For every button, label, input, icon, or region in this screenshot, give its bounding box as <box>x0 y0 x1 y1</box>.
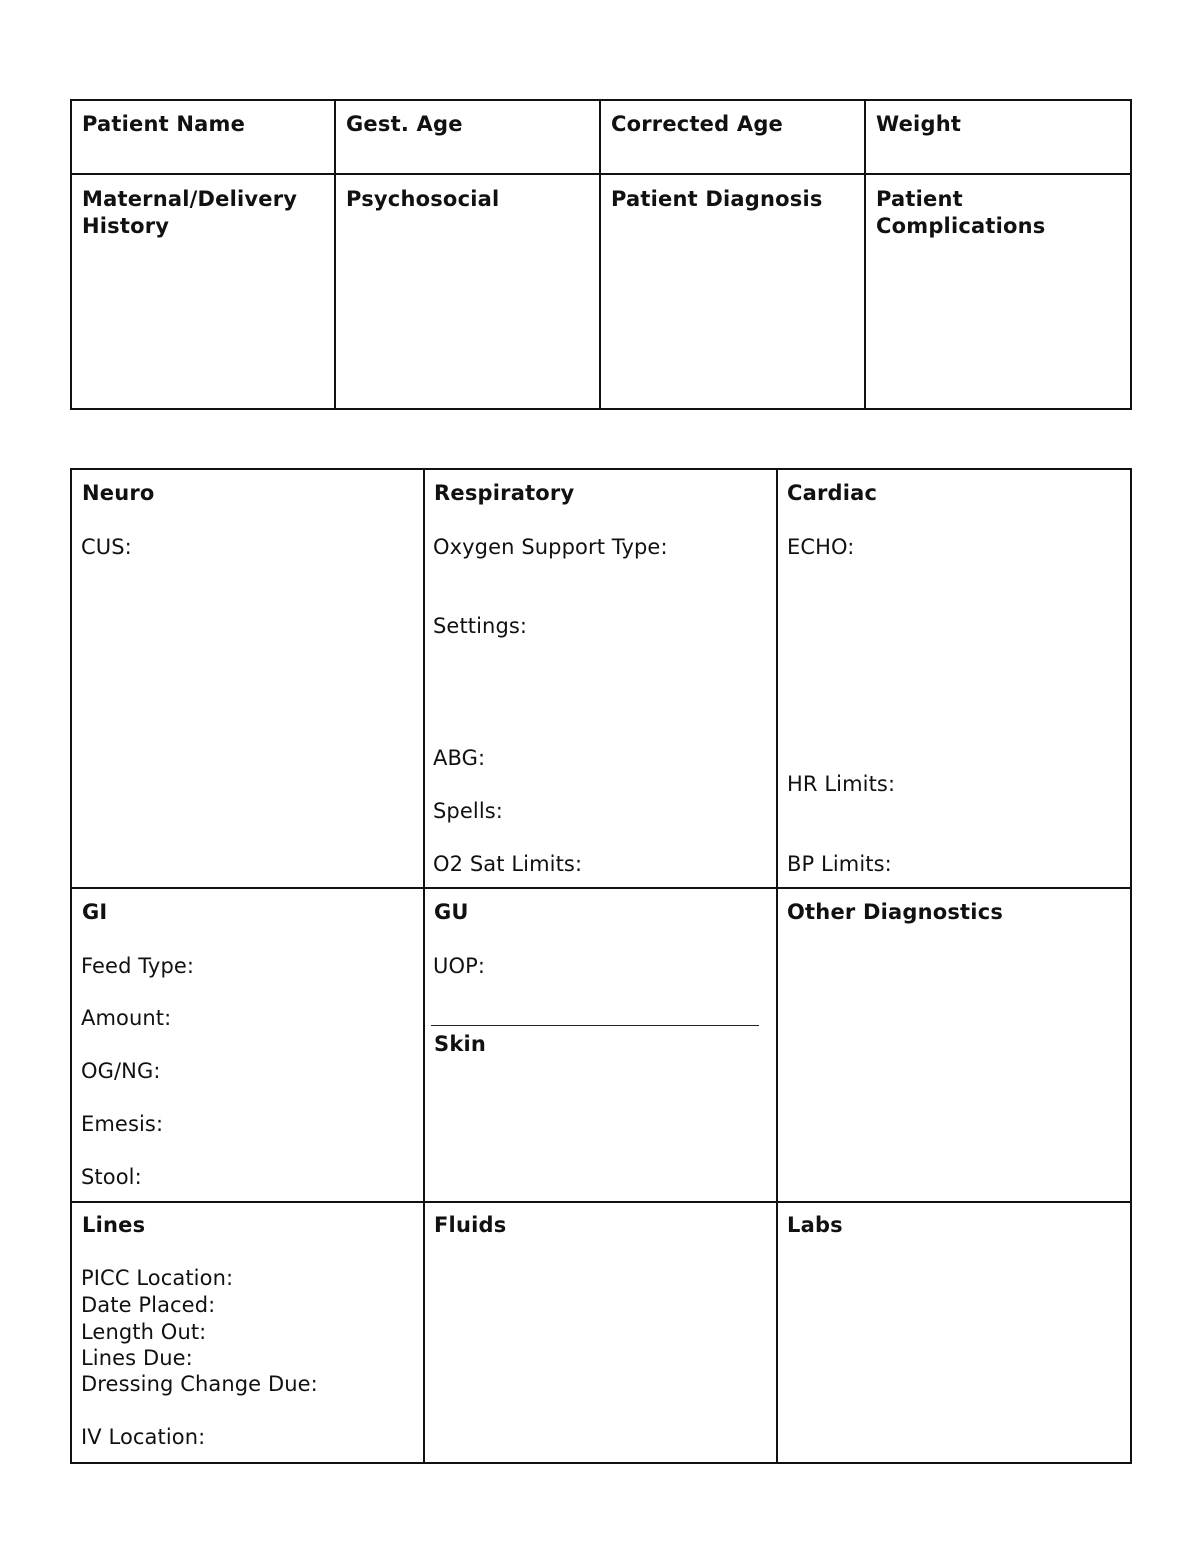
bp-limits-label: BP Limits: <box>787 852 892 876</box>
other-diagnostics-title: Other Diagnostics <box>787 900 1004 924</box>
stool-label: Stool: <box>81 1165 142 1189</box>
echo-label: ECHO: <box>787 535 855 559</box>
patient-diagnosis-label: Patient Diagnosis <box>611 187 823 211</box>
systems-col-divider-1 <box>423 468 425 1464</box>
patient-info-col-divider-1 <box>334 99 336 410</box>
respiratory-title: Respiratory <box>434 481 575 505</box>
emesis-label: Emesis: <box>81 1112 164 1136</box>
patient-info-col-divider-2 <box>599 99 601 410</box>
lines-due-label: Lines Due: <box>81 1346 193 1370</box>
systems-col-divider-2 <box>776 468 778 1464</box>
systems-row-divider-1 <box>70 887 1132 889</box>
o2-sat-limits-label: O2 Sat Limits: <box>433 852 583 876</box>
neuro-title: Neuro <box>82 481 155 505</box>
patient-info-table-border <box>70 99 1132 410</box>
psychosocial-label: Psychosocial <box>346 187 500 211</box>
patient-info-row-divider <box>70 173 1132 175</box>
spells-label: Spells: <box>433 799 503 823</box>
amount-label: Amount: <box>81 1006 172 1030</box>
gu-skin-divider <box>431 1025 759 1026</box>
corrected-age-label: Corrected Age <box>611 112 783 136</box>
cardiac-title: Cardiac <box>787 481 878 505</box>
date-placed-label: Date Placed: <box>81 1293 216 1317</box>
picc-location-label: PICC Location: <box>81 1266 234 1290</box>
weight-label: Weight <box>876 112 962 136</box>
gi-title: GI <box>82 900 108 924</box>
patient-complications-label: Patient Complications <box>876 187 1046 238</box>
iv-location-label: IV Location: <box>81 1425 206 1449</box>
length-out-label: Length Out: <box>81 1320 207 1344</box>
maternal-delivery-history-label: Maternal/Delivery History <box>82 187 298 238</box>
skin-title: Skin <box>434 1032 487 1056</box>
settings-label: Settings: <box>433 614 528 638</box>
systems-table-border <box>70 468 1132 1464</box>
oxygen-support-type-label: Oxygen Support Type: <box>433 535 668 559</box>
cus-label: CUS: <box>81 535 132 559</box>
og-ng-label: OG/NG: <box>81 1059 161 1083</box>
gest-age-label: Gest. Age <box>346 112 463 136</box>
feed-type-label: Feed Type: <box>81 954 195 978</box>
hr-limits-label: HR Limits: <box>787 772 896 796</box>
abg-label: ABG: <box>433 746 486 770</box>
gu-title: GU <box>434 900 469 924</box>
uop-label: UOP: <box>433 954 486 978</box>
systems-row-divider-2 <box>70 1201 1132 1203</box>
labs-title: Labs <box>787 1213 843 1237</box>
lines-title: Lines <box>82 1213 146 1237</box>
fluids-title: Fluids <box>434 1213 507 1237</box>
dressing-change-due-label: Dressing Change Due: <box>81 1372 318 1396</box>
patient-info-col-divider-3 <box>864 99 866 410</box>
patient-name-label: Patient Name <box>82 112 246 136</box>
